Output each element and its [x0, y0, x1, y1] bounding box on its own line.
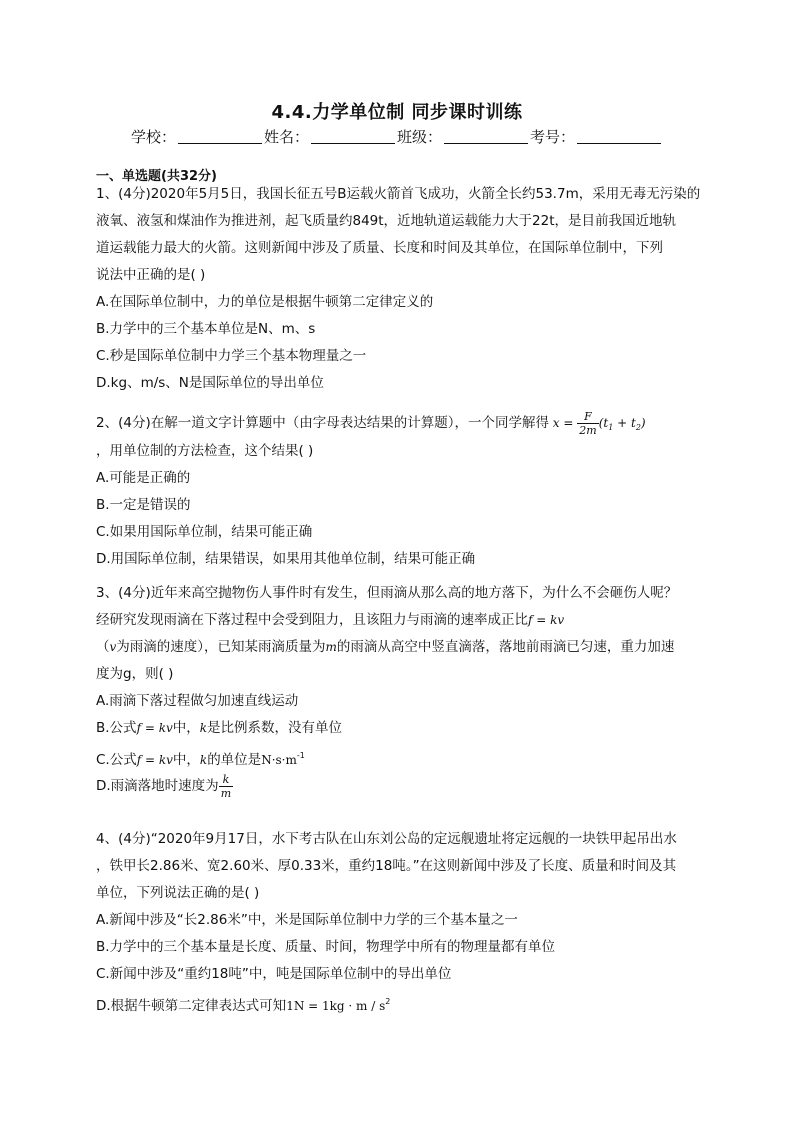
name-label: 姓名：: [263, 128, 309, 146]
var-k: k: [199, 721, 208, 735]
formula-x: [549, 410, 646, 437]
question-2: [96, 408, 702, 573]
question-text: 单位，下列说法正确的是( ): [96, 885, 260, 901]
option-d: D.kg、m/s、N是国际单位的导出单位: [96, 375, 324, 391]
option-c: [96, 742, 702, 769]
school-label: 学校：: [130, 128, 176, 146]
name-field[interactable]: [311, 129, 395, 144]
option-c: C.如果用国际单位制，结果可能正确: [96, 524, 313, 540]
question-text: 液氧、液氢和煤油作为推进剂，起飞质量约849t，近地轨道运载能力大于22t，是目前我国近地轨: [96, 213, 677, 229]
option-text: D.根据牛顿第二定律表达式可知: [96, 998, 287, 1014]
question-text-part: 经研究发现雨滴在下落过程中会受到阻力，且该阻力与雨滴的速率成正比: [96, 612, 528, 628]
question-text: 3、(4分)近年来高空抛物伤人事件时有发生，但雨滴从那么高的地方落下，为什么不会砸伤人呢？: [96, 585, 678, 601]
formula-lhs: x =: [552, 416, 574, 430]
option-b: B.一定是错误的: [96, 497, 191, 513]
option-c: C.新闻中涉及“重约18吨”中，吨是国际单位制中的导出单位: [96, 966, 452, 982]
question-text: [96, 607, 702, 634]
unit-exponent: 2: [385, 997, 391, 1006]
var-m: m: [325, 640, 337, 654]
number-field[interactable]: [577, 129, 661, 144]
option-a: A.在国际单位制中，力的单位是根据牛顿第二定律定义的: [96, 294, 434, 310]
unit-formula: 1N = 1kg · m / s: [286, 999, 386, 1013]
formula-sub: 2: [635, 423, 641, 432]
unit-exponent: -1: [296, 751, 305, 760]
question-text: [96, 408, 702, 438]
option-text: 是比例系数，没有单位: [207, 720, 343, 736]
formula-fraction: [219, 773, 233, 800]
question-text: 1、(4分)2020年5月5日，我国长征五号B运载火箭首飞成功，火箭全长约53.7m，采用无毒无污染的: [96, 186, 701, 202]
option-text: D.雨滴落地时速度为: [96, 778, 219, 794]
formula-fkv: f = kv: [136, 721, 173, 735]
option-text: 的单位是: [207, 752, 262, 768]
fraction-denominator: m: [220, 786, 232, 800]
formula-part: ): [640, 416, 646, 430]
option-c: C.秒是国际单位制中力学三个基本物理量之一: [96, 348, 367, 364]
option-b: B.力学中的三个基本单位是N、m、s: [96, 321, 316, 337]
var-k: k: [199, 753, 208, 767]
question-text: ，用单位制的方法检查，这个结果( ): [96, 443, 314, 459]
question-text-part: 的雨滴从高空中竖直滴落，落地前雨滴已匀速，重力加速: [336, 639, 675, 655]
fraction-denominator: 2m: [579, 424, 597, 437]
question-4: [96, 826, 702, 1015]
option-text: 中，: [172, 752, 200, 768]
question-1: [96, 181, 702, 397]
formula-part: + t: [613, 416, 636, 430]
formula-fkv: f = kv: [136, 753, 173, 767]
option-b: [96, 715, 702, 742]
student-info-line: [0, 126, 794, 147]
page-title: 4.4.力学单位制 同步课时训练: [271, 102, 523, 123]
option-text: 中，: [172, 720, 200, 736]
option-a: A.新闻中涉及“长2.86米”中，米是国际单位制中力学的三个基本量之一: [96, 912, 518, 928]
option-text: C.公式: [96, 752, 137, 768]
option-text: B.公式: [96, 720, 137, 736]
class-label: 班级：: [397, 128, 443, 146]
option-a: A.雨滴下落过程做匀加速直线运动: [96, 693, 299, 709]
class-field[interactable]: [444, 129, 528, 144]
section-heading: 一、单选题(共32分): [96, 169, 217, 184]
number-label: 考号：: [530, 128, 576, 146]
formula-fraction: [577, 410, 598, 437]
question-text: 4、(4分)“2020年9月17日，水下考古队在山东刘公岛的定远舰遗址将定远舰的一块铁甲起吊出水: [96, 831, 677, 847]
var-v: v: [109, 640, 117, 654]
fraction-numerator: F: [577, 410, 598, 424]
school-field[interactable]: [178, 129, 262, 144]
unit-formula: N·s·m: [261, 753, 297, 767]
option-d: [96, 769, 702, 803]
question-3: [96, 580, 702, 803]
question-text-part: 2、(4分)在解一道文字计算题中（由字母表达结果的计算题），一个同学解得: [96, 415, 549, 431]
option-a: A.可能是正确的: [96, 470, 191, 486]
question-text: 度为g，则( ): [96, 666, 174, 682]
formula-fkv: f = kv: [528, 613, 565, 627]
question-text: （v为雨滴的速度），已知某雨滴质量为m的雨滴从高空中竖直滴落，落地前雨滴已匀速，重力加速: [96, 639, 675, 655]
question-text: ，铁甲长2.86米、宽2.60米、厚0.33米，重约18吨。”在这则新闻中涉及了长度、质量和时间及其: [96, 858, 677, 874]
option-d: [96, 988, 702, 1015]
option-b: B.力学中的三个基本量是长度、质量、时间，物理学中所有的物理量都有单位: [96, 939, 556, 955]
formula-part: (t: [598, 416, 609, 430]
option-d: D.用国际单位制，结果错误，如果用其他单位制，结果可能正确: [96, 551, 476, 567]
question-text: 说法中正确的是( ): [96, 267, 206, 283]
formula-sub: 1: [608, 423, 614, 432]
question-text: 道运载能力最大的火箭。这则新闻中涉及了质量、长度和时间及其单位，在国际单位制中，下列: [96, 240, 663, 256]
fraction-numerator: k: [219, 773, 233, 787]
question-text-part: 为雨滴的速度），已知某雨滴质量为: [116, 639, 326, 655]
